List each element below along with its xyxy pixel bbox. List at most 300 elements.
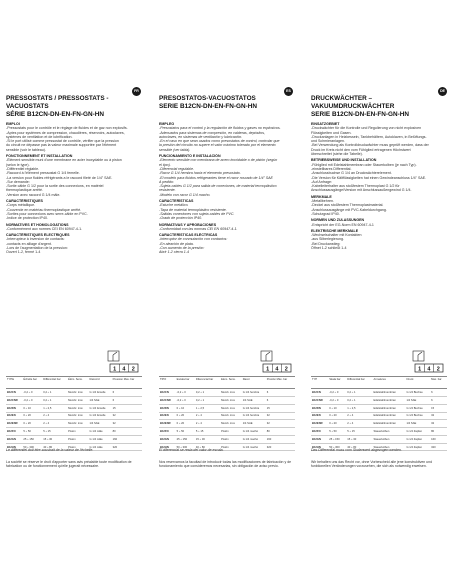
body-line: -Salidas conexiones con sujeta-cables de PVC. — [159, 211, 235, 216]
table-cell: Stauerkolben — [372, 428, 405, 436]
table-cell: B12CNR — [159, 396, 176, 404]
table-cell: 160 — [112, 435, 142, 443]
column-header: Diferencial bar — [195, 377, 220, 389]
disclaimer-note: La société se réserve le droit d'apporter sans avis préalable toute modification de fabrication ou de fonctionnement qu'elle jugerait nécessaire. — [6, 460, 132, 469]
body-line: -Sujeta-cables G 1/2 para salida de conexiones, de material termoplástico — [159, 184, 277, 189]
table-cell: Membr. inox — [67, 404, 88, 412]
wiring-diagram — [257, 348, 293, 374]
terminal-label: 1 — [113, 366, 117, 373]
table-cell: Stauerkolben — [372, 435, 405, 443]
table-row — [311, 396, 447, 404]
body-line: -Diferencial regulable. — [159, 166, 194, 171]
column-header: Elem. Sens. — [220, 377, 242, 389]
table-row — [159, 435, 295, 443]
table-cell: 5 ÷ 50 — [328, 428, 346, 436]
terminal-label: 1 — [266, 366, 270, 373]
body-line: systèmes de ventilation et de lubrification. — [6, 134, 73, 139]
body-line: -Schutzgrad IP40. — [311, 211, 340, 216]
table-cell: G 1/4 Buchse — [405, 412, 430, 420]
table-cell: 15 — [430, 404, 447, 412]
column-header: Max. bar — [430, 377, 447, 389]
body-line: -Anschlussbuchse G 1/4 an Druckwächterelement. — [311, 171, 392, 176]
table-cell: B12CNR — [6, 396, 22, 404]
column-header: Pression Max. bar — [112, 377, 142, 389]
column-header: Armatures — [372, 377, 405, 389]
table-cell: 50 ÷ 300 — [22, 443, 42, 451]
table-cell: B12CNR — [311, 396, 328, 404]
table-cell: 6 — [112, 396, 142, 404]
table-cell: G 1/4 femelle — [89, 404, 112, 412]
table-cell: 5 ÷ 15 — [346, 428, 372, 436]
body-line: (selon le type). — [6, 162, 30, 167]
table-header-row — [6, 377, 142, 389]
terminal-label: 1 — [418, 366, 422, 373]
section-heading: NORMEN UND ZULASSUNGEN — [311, 218, 365, 223]
table-cell: 2 ÷ 4 — [346, 412, 372, 420]
section-title: PRESOSTATOS-VACUOSTATOS SERIE B12CN-DN-EN-FN-GN-HN — [159, 95, 257, 110]
table-cell: B12GN — [311, 435, 328, 443]
table-cell: Edelstahlmembran — [372, 389, 405, 397]
table-cell: Piston — [67, 435, 88, 443]
table-cell: -0,2 ÷ 0 — [328, 396, 346, 404]
table-cell: Memb. inox — [220, 420, 242, 428]
table-cell: 15 ÷ 30 — [346, 435, 372, 443]
table-cell: 5 ÷ 50 — [22, 428, 42, 436]
column-header: TIPO — [159, 377, 176, 389]
table-cell: 2 ÷ 4 — [195, 420, 220, 428]
body-line: Flüssigkeiten und Gasen. — [311, 130, 352, 135]
table-cell: Pistón — [220, 428, 242, 436]
body-line: Anschlussausgänge/Version mit Anschlussaußengewind G 1/4. — [311, 188, 412, 193]
table-cell: B12HN — [6, 443, 22, 451]
table-cell: 1/4 SAE — [405, 420, 430, 428]
table-cell: Membr. inox — [67, 396, 88, 404]
column-header: TYP — [311, 377, 328, 389]
body-line: -Druckwächter für die Kontrolle und Regulierung von nicht explosiven — [311, 126, 422, 131]
table-cell: B12CN — [6, 389, 22, 397]
table-cell: Pistón — [220, 435, 242, 443]
table-cell: G 1/4 Zapfen — [405, 428, 430, 436]
table-cell: Piston — [67, 443, 88, 451]
table-cell: 32 — [112, 420, 142, 428]
body-line: Abrir 1-2 cierra 1-4 — [159, 250, 189, 255]
language-badge: DE — [438, 87, 447, 96]
body-line: du circuit ne dépasse pas la valeur maximale supportée par l'élément — [6, 143, 117, 148]
switch-symbol — [261, 351, 272, 361]
table-cell: G 1/4 macho — [242, 428, 266, 436]
body-line: -Tapa de material termoplástico resistente. — [159, 207, 227, 212]
wiring-diagram — [409, 348, 445, 374]
body-line: überschreitet (siehe die Tabelle). — [311, 152, 363, 157]
section-heading: EMPLOI — [6, 122, 20, 126]
column-header: Échelle bar — [22, 377, 42, 389]
table-cell: -0,2 ÷ 0 — [176, 396, 195, 404]
table-cell: 0,2 ÷ 1 — [195, 389, 220, 397]
table-cell: Memb. inox — [220, 396, 242, 404]
table-cell: G 1/4 hembra — [242, 389, 266, 397]
table-cell: Stauerkolben — [372, 443, 405, 451]
section-heading: NORMATIVAS Y APROBACIONES — [159, 222, 217, 227]
table-cell: 0,2 ÷ 1 — [346, 396, 372, 404]
body-line: -aus Silberlegierung. — [311, 237, 344, 242]
table-cell: B12EN — [159, 412, 176, 420]
table-row — [159, 396, 295, 404]
differential-note: El diferencial se resta del valor de escala. — [159, 448, 224, 452]
table-cell: 32 — [430, 412, 447, 420]
column-header: Différentiel bar — [42, 377, 67, 389]
terminal-label: 2 — [131, 366, 135, 373]
body-line: autoclaves, en sistemas de ventilación y lubricación. — [159, 134, 243, 139]
section-heading: CARACTÉRISTIQUES — [6, 199, 43, 204]
body-line: -Kabelleiterhalter aus stoßfestem Thermoplast G 1/2 für — [311, 184, 400, 189]
body-line: -Différentiel réglable. — [6, 166, 40, 171]
table-cell: 6 — [112, 389, 142, 397]
table-cell: -0,2 ÷ 0 — [328, 389, 346, 397]
section-heading: EINSATZGEBIET — [311, 122, 340, 126]
body-line: -Indice de protection IP40. — [6, 216, 48, 221]
wiring-diagram — [104, 348, 140, 374]
body-line: -En el caso en que sean usados como presostatos de control, controlar que — [159, 139, 280, 144]
table-cell: 160 — [266, 435, 295, 443]
body-line: -El modelo para fluidos refrigerantes tiene el racor roscado de 1/4" SAE — [159, 175, 273, 180]
terminal-label: 2 — [436, 366, 440, 373]
body-line: -Adecuados para sistemas de compresión, en calderas, depósitos, — [159, 130, 266, 135]
body-line: -Sur demande: — [6, 179, 30, 184]
table-row — [311, 420, 447, 428]
table-cell: 160 — [430, 435, 447, 443]
table-cell: 0 ÷ 10 — [176, 404, 195, 412]
table-cell: -0,2 ÷ 0 — [176, 389, 195, 397]
section-heading: BETRIEBSWEISE UND INSTALLATION — [311, 158, 377, 163]
column-header: Skala bar — [328, 377, 346, 389]
table-cell: B12FN — [159, 428, 176, 436]
table-cell: Membr. inox — [67, 389, 88, 397]
terminal-label: 4 — [427, 366, 431, 373]
section-heading: FONCTIONNEMENT ET INSTALLATION — [6, 154, 73, 159]
table-cell: Edelstahlmembran — [372, 412, 405, 420]
table-row — [6, 389, 142, 397]
table-cell: B12CN — [159, 389, 176, 397]
body-line: und Schmieranlagen. — [311, 139, 345, 144]
table-cell: Memb. inox — [220, 404, 242, 412]
body-line: -En aleación de plata. — [159, 241, 194, 246]
body-line: la presión del circuito no supere el valor máximo tolerado por el elemento — [159, 143, 276, 148]
table-row — [159, 389, 295, 397]
body-line: A pedido: — [159, 179, 175, 184]
body-line: -Conformidad con las normas CEI EN 60947-4-1. — [159, 226, 238, 231]
table-cell: 40 ÷ 80 — [42, 443, 67, 451]
table-row — [6, 428, 142, 436]
table-cell: 25 ÷ 150 — [328, 435, 346, 443]
language-badge: ES — [284, 87, 293, 96]
table-cell: 25 ÷ 150 — [22, 435, 42, 443]
table-cell: B12GN — [6, 435, 22, 443]
body-line: -Aptes pour systèmes de compression, chaudières, réservoirs, autoclaves, — [6, 130, 125, 135]
table-cell: 80 — [430, 428, 447, 436]
table-cell: 0,2 ÷ 1 — [346, 389, 372, 397]
body-line: -Metallbehren. — [311, 199, 334, 204]
table-cell: 2 ÷ 4 — [42, 412, 67, 420]
body-line: -Entspricht der EG-Norm EN 60947-4-1 — [311, 222, 374, 227]
table-cell: G 1/4 Buchse — [405, 389, 430, 397]
table-cell: B12FN — [311, 428, 328, 436]
table-cell: B12ENR — [311, 420, 328, 428]
body-line: -Si le port utilisé comme pressostat de contrôle, vérifier que la pression — [6, 139, 119, 144]
column-es — [159, 88, 295, 484]
table-cell: B12FN — [6, 428, 22, 436]
section-heading: ELEKTRISCHE MERKMALE — [311, 228, 359, 233]
spec-table — [6, 376, 142, 451]
body-line: -Elemento sensible con membrana de acero inoxidable o de pistón (según — [159, 158, 278, 163]
table-row — [6, 435, 142, 443]
table-cell: B12DN — [6, 404, 22, 412]
body-line: -Deckel aus stoßfestem Thermoplastmaterial. — [311, 203, 384, 208]
table-row — [6, 396, 142, 404]
column-header: Raccord — [89, 377, 112, 389]
section-heading: CARACTÉRISTIQUES ÉLECTRIQUES — [6, 233, 70, 238]
table-cell: G 1/4 Zapfen — [405, 435, 430, 443]
table-cell: G 1/4 femelle — [89, 412, 112, 420]
table-cell: 15 ÷ 30 — [42, 435, 67, 443]
body-line: sensible (voir le tableau). — [6, 147, 46, 152]
column-de — [311, 88, 447, 484]
body-line: resistente. — [159, 188, 176, 193]
table-cell: 40 ÷ 80 — [195, 443, 220, 451]
table-cell: 80 — [266, 428, 295, 436]
table-cell: B12EN — [311, 412, 328, 420]
table-cell: 0 ÷ 20 — [176, 412, 195, 420]
section-heading: FUNCIONAMIENTO E INSTALACIÓN — [159, 154, 221, 159]
body-line: -Pressostats pour le contrôle et le réglage de fluides et de gaz non explosifs. — [6, 126, 128, 131]
column-header: Escala bar — [176, 377, 195, 389]
table-cell: G 1/4 femelle — [89, 389, 112, 397]
table-cell: Pistón — [220, 443, 242, 451]
table-cell: 5 ÷ 15 — [195, 428, 220, 436]
table-cell: 1/4 SAE — [242, 420, 266, 428]
table-cell: 50 ÷ 300 — [328, 443, 346, 451]
table-row — [159, 404, 295, 412]
table-cell: B12HN — [159, 443, 176, 451]
table-cell: 1 ÷ 2,5 — [195, 404, 220, 412]
table-cell: Edelstahlmembran — [372, 404, 405, 412]
terminal-label: 4 — [122, 366, 126, 373]
body-line: Öffnet 1-2 schließt 1-4 — [311, 246, 347, 251]
table-cell: 15 — [112, 404, 142, 412]
contact-blade — [266, 352, 270, 355]
table-cell: 1/4 SAE — [89, 396, 112, 404]
table-cell: 1 ÷ 2,5 — [42, 404, 67, 412]
table-cell: Edelstahlmembran — [372, 420, 405, 428]
table-cell: G 1/4 mâle — [89, 428, 112, 436]
body-line: Ouvert 1-2, fermé 1-4 — [6, 250, 41, 255]
table-cell: 32 — [112, 412, 142, 420]
contact-blade — [418, 352, 422, 355]
body-line: el tipo). — [159, 162, 171, 167]
body-line: -Interrupteur à inversion de contacts: — [6, 237, 65, 242]
table-cell: 320 — [112, 443, 142, 451]
table-row — [159, 428, 295, 436]
table-row — [311, 435, 447, 443]
table-cell: 0,2 ÷ 1 — [42, 389, 67, 397]
switch-symbol — [108, 351, 119, 361]
body-line: -Conformément aux normes CEI EN 60947-4-1. — [6, 226, 83, 231]
section-heading: CARACTERÍSTICAS — [159, 199, 194, 204]
body-line: -Anschlussausgänge mit PVC-Kabeldurchgang. — [311, 207, 387, 212]
table-cell: Edelstahlmembran — [372, 396, 405, 404]
table-row — [311, 412, 447, 420]
description-body — [159, 122, 295, 255]
column-header: Élém. Sens. — [67, 377, 88, 389]
table-row — [159, 412, 295, 420]
body-line: -Estuche metálico. — [159, 203, 189, 208]
column-header: Differential bar — [346, 377, 372, 389]
switch-symbol — [413, 351, 424, 361]
body-line: -Corps métallique. — [6, 203, 36, 208]
table-row — [311, 389, 447, 397]
body-line: Druck im Kreis nicht den vom Fühlglied ertragenen Höchstwert — [311, 147, 411, 152]
table-header-row — [159, 377, 295, 389]
table-cell: B12ENR — [6, 420, 22, 428]
table-cell: 1 ÷ 2,5 — [346, 404, 372, 412]
table-cell: 32 — [266, 420, 295, 428]
spec-table — [311, 376, 447, 451]
section-heading: CARACTERÍSTICAS ELÉCTRICAS — [159, 233, 218, 238]
table-cell: G 1/4 macho — [242, 443, 266, 451]
table-cell: Memb. inox — [220, 389, 242, 397]
table-cell: 5 ÷ 50 — [176, 428, 195, 436]
body-line: -Élément sensible muni d'une membrane en acier inoxydable ou à piston — [6, 158, 122, 163]
body-line: thermoplastique arrêté. — [6, 188, 43, 193]
section-heading: MERKMALE — [311, 194, 332, 199]
body-line: -einstellbares Differential. — [311, 166, 352, 171]
table-cell: B12HN — [311, 443, 328, 451]
table-cell: 6 — [266, 389, 295, 397]
table-cell: 0 ÷ 10 — [22, 404, 42, 412]
section-title: DRUCKWÄCHTER – VAKUUMDRUCKWÄCHTER SERIE B12CN-DN-EN-FN-GN-HN — [311, 95, 409, 118]
body-line: -Racor G 1/4 hembra hacia el elemento presostato. — [159, 171, 241, 176]
table-cell: 25 ÷ 150 — [176, 435, 195, 443]
differential-note: Le différentiel doit être soustrait de la valeur de l'échelle. — [6, 448, 94, 452]
body-line: -Sortie câble G 1/2 pour la sortie des connexions, en matériel — [6, 184, 104, 189]
table-cell: G 1/4 macho — [242, 435, 266, 443]
table-cell: 0 ÷ 20 — [22, 412, 42, 420]
table-cell: 6 — [430, 389, 447, 397]
body-line: -Raccord à l'élément pressostat G 1/4 femelle. — [6, 171, 80, 176]
table-cell: 320 — [430, 443, 447, 451]
body-line: -Auf Anfrage: — [311, 179, 332, 184]
body-line: -Version avec raccord G 1/4 mâle. — [6, 192, 61, 197]
table-cell: 6 — [266, 396, 295, 404]
body-line: -Lors de l'augmentation de la pression: — [6, 246, 68, 251]
table-cell: 2 ÷ 4 — [195, 412, 220, 420]
table-cell: 32 — [430, 420, 447, 428]
table-cell: 80 — [112, 428, 142, 436]
table-cell: G 1/4 hembra — [242, 404, 266, 412]
section-title: PRESSOSTATS / PRESSOSTATS - VACUOSTATS SÉRIE B12CN-DN-EN-FN-GN-HN — [6, 95, 109, 118]
table-cell: 15 ÷ 30 — [195, 435, 220, 443]
description-body — [6, 122, 142, 255]
table-cell: B12ENR — [159, 420, 176, 428]
body-line: -Sorties pour connexions avec serre-câble en PVC. — [6, 211, 88, 216]
column-header: Druck — [405, 377, 430, 389]
contact-blade — [113, 352, 117, 355]
table-cell: 0,2 ÷ 1 — [42, 396, 67, 404]
table-row — [6, 420, 142, 428]
table-cell: -0,2 ÷ 0 — [22, 389, 42, 397]
body-line: -Bei Druckanstieg: — [311, 241, 341, 246]
body-line: -Druckanlagen in Heizkesseln, Tankbehältern, Autoklaven, in Belüftungs- — [311, 134, 427, 139]
table-cell: G 1/4 mâle — [89, 443, 112, 451]
table-cell: 0 ÷ 20 — [22, 420, 42, 428]
table-cell: 5 ÷ 15 — [42, 428, 67, 436]
table-row — [6, 412, 142, 420]
description-body — [311, 122, 447, 250]
table-cell: -0,2 ÷ 0 — [22, 396, 42, 404]
column-header: Racor — [242, 377, 266, 389]
table-cell: 0,2 ÷ 1 — [195, 396, 220, 404]
table-row — [311, 404, 447, 412]
table-header-row — [311, 377, 447, 389]
table-cell: B12GN — [159, 435, 176, 443]
section-heading: EMPLEO — [159, 122, 175, 126]
table-cell: 1/4 SAE — [405, 396, 430, 404]
table-row — [159, 420, 295, 428]
table-cell: 2 ÷ 4 — [346, 420, 372, 428]
table-cell: 320 — [266, 443, 295, 451]
body-line: -contacts en alliage d'argent. — [6, 241, 52, 246]
body-line: -Con aumento de la presión: — [159, 246, 205, 251]
table-cell: 0 ÷ 20 — [328, 412, 346, 420]
table-cell: Piston — [67, 428, 88, 436]
spec-table — [159, 376, 295, 451]
body-line: -Fühlglied mit Edelstahlmembran oder Stauerkolben (je nach Typ). — [311, 162, 417, 167]
table-cell: Membr. inox — [67, 412, 88, 420]
table-cell: Membr. inox — [67, 420, 88, 428]
body-line: -Interruptor de conmutación con contactos: — [159, 237, 228, 242]
terminal-label: 4 — [275, 366, 279, 373]
table-cell: 32 — [266, 412, 295, 420]
table-cell: G 1/4 Zapfen — [405, 443, 430, 451]
table-cell: 0 ÷ 10 — [328, 404, 346, 412]
body-line: -Grado de protección IP40. — [159, 216, 203, 221]
table-cell: B12EN — [6, 412, 22, 420]
section-heading: NORMATIVES ET HOMOLOGATIONS — [6, 222, 69, 227]
table-cell: B12DN — [159, 404, 176, 412]
table-cell: 1/4 SAE — [242, 396, 266, 404]
body-line: -Die Version für Kältflüssigkeiten hat einen Gewindeanschluss 1/4" SAE. — [311, 175, 427, 180]
body-line: -La version pour fluides réfrigérants a le raccord fileté de 1/4" SAE. — [6, 175, 113, 180]
table-cell: G 1/4 Buchse — [405, 404, 430, 412]
table-row — [311, 428, 447, 436]
table-cell: 15 — [266, 404, 295, 412]
terminal-label: 2 — [284, 366, 288, 373]
body-line: -Wechselschalter mit Kontakten — [311, 233, 362, 238]
table-cell: 0 ÷ 20 — [328, 420, 346, 428]
table-cell: 0 ÷ 20 — [176, 420, 195, 428]
table-cell: 2 ÷ 4 — [42, 420, 67, 428]
column-fr — [6, 88, 142, 484]
table-cell: 1/4 SAE — [89, 420, 112, 428]
table-cell: B12CN — [311, 389, 328, 397]
body-line: -Presostatos para el control y la regulación de fluidos y gases no explosivos. — [159, 126, 281, 131]
disclaimer-note: Wir behalten uns das Recht vor, ohne Vorbescheid alle jene konstruktiven und funktionellen Veränderungen vorzusehen, die sich als notwendig erweisen. — [311, 460, 433, 469]
language-badge: FR — [132, 87, 141, 96]
table-cell: 50 ÷ 300 — [176, 443, 195, 451]
body-line: -Bei Verwendung als Kontrolldruckwächter muss geprüft werden, dass der — [311, 143, 429, 148]
table-cell: 6 — [430, 396, 447, 404]
column-header: TYPE — [6, 377, 22, 389]
table-cell: 40 ÷ 80 — [346, 443, 372, 451]
